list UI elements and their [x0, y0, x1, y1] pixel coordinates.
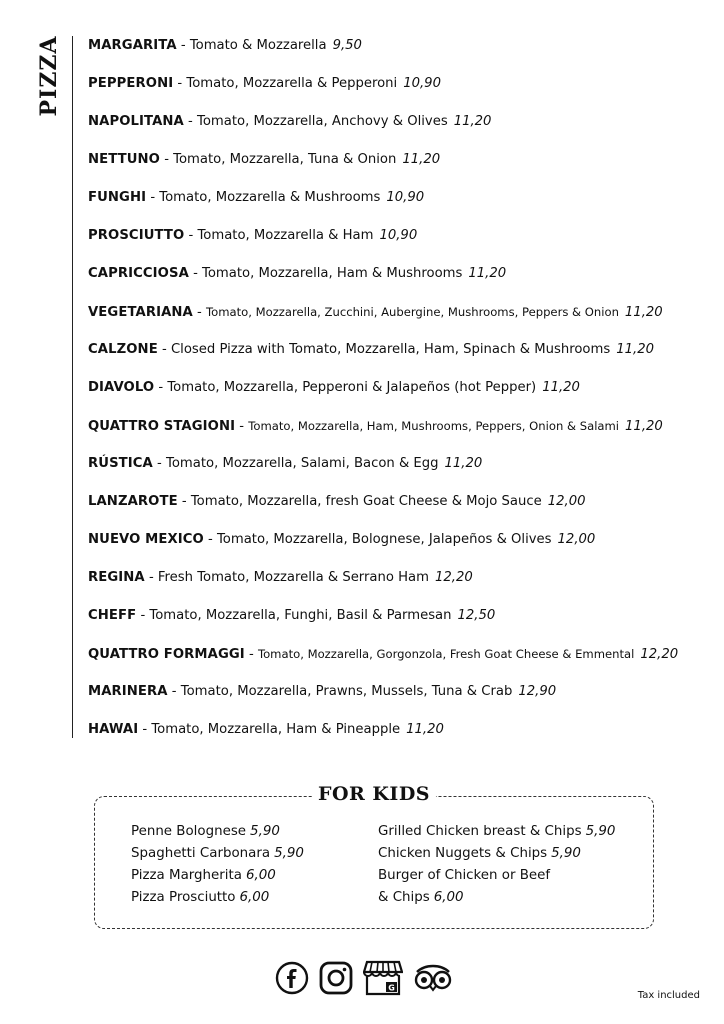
kids-menu-box [94, 783, 654, 929]
menu-item-price: 11,20 [444, 456, 483, 471]
menu-item: QUATTRO STAGIONI - Tomato, Mozzarella, Ham, Mushrooms, Peppers, Onion & Salami 11,20 [88, 419, 663, 434]
menu-item: MARGARITA - Tomato & Mozzarella 9,50 [88, 38, 362, 53]
kids-menu-item-name: Burger of Chicken or Beef [378, 868, 551, 883]
menu-item: LANZAROTE - Tomato, Mozzarella, fresh Goat Cheese & Mojo Sauce 12,00 [88, 494, 586, 509]
menu-item-name: QUATTRO FORMAGGI [88, 647, 245, 662]
menu-item: MARINERA - Tomato, Mozzarella, Prawns, Mussels, Tuna & Crab 12,90 [88, 684, 557, 699]
kids-menu-item [378, 821, 615, 843]
menu-item-description: Tomato, Mozzarella, fresh Goat Cheese & Mojo Sauce [190, 494, 542, 509]
facebook-icon[interactable] [275, 961, 309, 995]
menu-item: REGINA - Fresh Tomato, Mozzarella & Serrano Ham 12,20 [88, 570, 473, 585]
kids-menu-item-name: Pizza Prosciutto [131, 890, 236, 905]
menu-item-name: QUATTRO STAGIONI [88, 419, 236, 434]
kids-menu-item-price: 6,00 [245, 868, 276, 883]
menu-item-price: 11,20 [625, 419, 663, 434]
menu-item-price: 9,50 [332, 38, 362, 53]
kids-menu-item-price: 5,90 [585, 824, 616, 839]
menu-item-description: Tomato, Mozzarella, Ham & Pineapple [151, 722, 401, 737]
menu-item-description: Fresh Tomato, Mozzarella & Serrano Ham [157, 570, 429, 585]
kids-menu-item [131, 821, 304, 843]
menu-item: VEGETARIANA - Tomato, Mozzarella, Zucchini, Aubergine, Mushrooms, Peppers & Onion 11,20 [88, 305, 663, 320]
menu-item-description: Tomato, Mozzarella, Ham & Mushrooms [202, 266, 463, 281]
kids-menu-item-name: Chicken Nuggets & Chips [378, 846, 548, 861]
menu-item: NUEVO MEXICO - Tomato, Mozzarella, Bolognese, Jalapeños & Olives 12,00 [88, 532, 596, 547]
menu-item: HAWAI - Tomato, Mozzarella, Ham & Pineapple 11,20 [88, 722, 444, 737]
menu-item-name: CHEFF [88, 608, 137, 623]
menu-item-price: 12,00 [557, 532, 596, 547]
kids-menu-item [131, 843, 304, 865]
kids-menu-item-price: 6,00 [239, 890, 270, 905]
menu-item-description: Closed Pizza with Tomato, Mozzarella, Ham, Spinach & Mushrooms [170, 342, 611, 357]
menu-item-description: Tomato, Mozzarella, Anchovy & Olives [197, 114, 448, 129]
menu-item-price: 11,20 [624, 305, 663, 320]
kids-menu-item-name: Grilled Chicken breast & Chips [378, 824, 582, 839]
menu-item-name: PEPPERONI [88, 76, 174, 91]
kids-menu-title: FOR KIDS [312, 783, 436, 805]
menu-item: RÚSTICA - Tomato, Mozzarella, Salami, Bacon & Egg 11,20 [88, 456, 483, 471]
menu-item-description: Tomato, Mozzarella, Bolognese, Jalapeños & Olives [216, 532, 552, 547]
menu-item-description: Tomato, Mozzarella & Ham [197, 228, 374, 243]
menu-item: PEPPERONI - Tomato, Mozzarella & Pepperoni 10,90 [88, 76, 441, 91]
menu-item-name: CAPRICCIOSA [88, 266, 189, 281]
pizza-menu-list [88, 37, 718, 759]
menu-item-name: LANZAROTE [88, 494, 178, 509]
kids-menu-item-price: 6,00 [433, 890, 464, 905]
instagram-icon[interactable] [319, 961, 353, 995]
kids-menu-item [378, 843, 615, 865]
tax-note: Tax included [637, 990, 700, 1001]
menu-item-description: Tomato, Mozzarella, Salami, Bacon & Egg [166, 456, 439, 471]
vertical-divider [72, 36, 73, 738]
menu-item: QUATTRO FORMAGGI - Tomato, Mozzarella, Gorgonzola, Fresh Goat Cheese & Emmental 12,20 [88, 647, 679, 662]
tripadvisor-icon[interactable] [413, 963, 453, 993]
menu-item-description: Tomato, Mozzarella, Pepperoni & Jalapeños (hot Pepper) [167, 380, 537, 395]
menu-item: CHEFF - Tomato, Mozzarella, Funghi, Basil & Parmesan 12,50 [88, 608, 496, 623]
menu-item-name: MARGARITA [88, 38, 177, 53]
menu-item-price: 11,20 [542, 380, 580, 395]
menu-item-description: Tomato & Mozzarella [189, 38, 327, 53]
menu-item-name: REGINA [88, 570, 145, 585]
menu-item-name: NUEVO MEXICO [88, 532, 204, 547]
svg-text:G: G [388, 983, 395, 993]
menu-item-name: HAWAI [88, 722, 139, 737]
menu-item-name: DIAVOLO [88, 380, 155, 395]
menu-item-price: 11,20 [453, 114, 492, 129]
menu-item-price: 10,90 [386, 190, 425, 205]
menu-item-description: Tomato, Mozzarella, Gorgonzola, Fresh Goat Cheese & Emmental [257, 647, 635, 661]
menu-item: FUNGHI - Tomato, Mozzarella & Mushrooms 10,90 [88, 190, 425, 205]
google-business-icon[interactable] [363, 960, 403, 996]
menu-item-description: Tomato, Mozzarella, Zucchini, Aubergine, Mushrooms, Peppers & Onion [206, 305, 619, 319]
menu-item-description: Tomato, Mozzarella & Mushrooms [159, 190, 381, 205]
menu-item-name: PROSCIUTTO [88, 228, 185, 243]
menu-item: DIAVOLO - Tomato, Mozzarella, Pepperoni & Jalapeños (hot Pepper) 11,20 [88, 380, 580, 395]
kids-menu-item [378, 865, 615, 887]
menu-item-price: 12,90 [518, 684, 557, 699]
menu-item-name: VEGETARIANA [88, 305, 193, 320]
kids-menu-item-price: 5,90 [250, 824, 280, 839]
kids-menu-item [378, 887, 615, 909]
kids-menu-item [131, 865, 304, 887]
menu-item-price: 10,90 [403, 76, 441, 91]
social-icons [275, 958, 453, 998]
menu-item-name: CALZONE [88, 342, 158, 357]
menu-item-description: Tomato, Mozzarella, Tuna & Onion [173, 152, 397, 167]
menu-item-price: 11,20 [468, 266, 507, 281]
menu-item-price: 11,20 [406, 722, 444, 737]
menu-item-name: MARINERA [88, 684, 168, 699]
kids-menu-item-name: Spaghetti Carbonara [131, 846, 271, 861]
menu-item: NAPOLITANA - Tomato, Mozzarella, Anchovy & Olives 11,20 [88, 114, 492, 129]
menu-item-name: NAPOLITANA [88, 114, 184, 129]
menu-item-name: RÚSTICA [88, 456, 153, 471]
kids-menu-right-column [378, 821, 615, 909]
menu-item-price: 12,50 [457, 608, 496, 623]
menu-item: CAPRICCIOSA - Tomato, Mozzarella, Ham & Mushrooms 11,20 [88, 266, 507, 281]
menu-item-description: Tomato, Mozzarella, Prawns, Mussels, Tuna & Crab [180, 684, 513, 699]
menu-item-description: Tomato, Mozzarella, Funghi, Basil & Parmesan [149, 608, 452, 623]
kids-menu-item-name: & Chips [378, 890, 430, 905]
kids-menu-item-price: 5,90 [274, 846, 304, 861]
section-title: PIZZA [36, 35, 62, 117]
menu-item: NETTUNO - Tomato, Mozzarella, Tuna & Onion 11,20 [88, 152, 441, 167]
kids-menu-item-name: Penne Bolognese [131, 824, 247, 839]
kids-menu-item-price: 5,90 [551, 846, 581, 861]
menu-item-description: Tomato, Mozzarella & Pepperoni [186, 76, 398, 91]
menu-item: CALZONE - Closed Pizza with Tomato, Mozzarella, Ham, Spinach & Mushrooms 11,20 [88, 342, 654, 357]
kids-menu-item [131, 887, 304, 909]
menu-item-price: 12,20 [640, 647, 679, 662]
menu-item-price: 11,20 [402, 152, 441, 167]
kids-menu-item-name: Pizza Margherita [131, 868, 242, 883]
kids-menu-left-column [131, 821, 304, 909]
menu-item-name: FUNGHI [88, 190, 147, 205]
menu-item-price: 11,20 [616, 342, 654, 357]
menu-item-price: 12,20 [434, 570, 473, 585]
menu-item-price: 12,00 [547, 494, 586, 509]
menu-item: PROSCIUTTO - Tomato, Mozzarella & Ham 10,90 [88, 228, 418, 243]
menu-item-description: Tomato, Mozzarella, Ham, Mushrooms, Peppers, Onion & Salami [248, 419, 620, 433]
menu-item-name: NETTUNO [88, 152, 160, 167]
menu-item-price: 10,90 [379, 228, 418, 243]
